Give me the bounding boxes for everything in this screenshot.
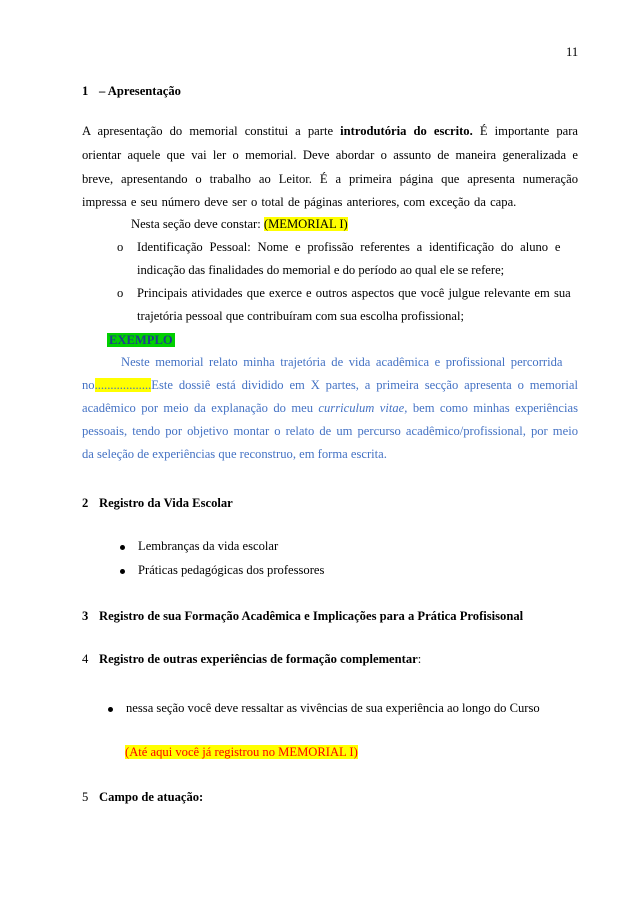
sec2-item-2: Práticas pedagógicas dos professores [138, 563, 325, 577]
bullet-2-line-1: Principais atividades que exerce e outros aspectos que você julgue relevante em sua [137, 286, 571, 300]
deve-constar-line [131, 217, 348, 232]
section-1-number: 1 [82, 84, 89, 98]
section-2-number: 2 [82, 496, 89, 510]
sec2-item-1: Lembranças da vida escolar [138, 539, 279, 553]
example-l3-italic: curriculum vitae, [318, 401, 408, 415]
section-5-number: 5 [82, 790, 89, 804]
intro-text-bold: introdutória do escrito. [340, 124, 473, 138]
example-line-4: pessoais, tendo por objetivo montar o relato de um percurso acadêmico/profissional, por meio [82, 424, 578, 438]
sec4-item: nessa seção você deve ressaltar as vivências de sua experiência ao longo do Curso [126, 701, 540, 715]
example-line-1: Neste memorial relato minha trajetória de vida acadêmica e profissional percorrida [121, 355, 563, 369]
circle-bullet-icon: o [117, 240, 124, 254]
example-line-5: da seleção de experiências que reconstruo, em forma escrita. [82, 447, 387, 461]
intro-text-pre: A apresentação do memorial constitui a parte [82, 124, 334, 138]
page-number: 11 [566, 45, 579, 59]
section-1-title: – Apresentação [99, 84, 181, 98]
section-4-title: Registro de outras experiências de formação complementar [99, 652, 418, 666]
section-3-title: Registro de sua Formação Acadêmica e Implicações para a Prática Profisisonal [99, 609, 524, 623]
section-4-number: 4 [82, 652, 89, 666]
bullet-dot-icon [120, 569, 125, 574]
example-l2-dots: .................. [94, 378, 152, 392]
circle-bullet-icon: o [117, 286, 124, 300]
bullet-dot-icon [108, 707, 113, 712]
bullet-dot-icon [120, 545, 125, 550]
section-3-number: 3 [82, 609, 89, 623]
example-line-3 [82, 401, 578, 416]
example-l3-post: bem como minhas experiências [412, 401, 579, 415]
bullet-2-line-2: trajetória pessoal que contribuíram com sua escolha profissional; [137, 309, 464, 323]
example-l2-pre: no [82, 378, 95, 392]
intro-text-post: É importante para [479, 124, 578, 138]
memorial-i-tag: (MEMORIAL I) [263, 217, 348, 231]
example-l2-post: Este dossiê está dividido em X partes, a primeira secção apresenta o memorial [151, 378, 578, 392]
intro-line-2: orientar aquele que vai ler o memorial. Deve abordar o assunto de maneira generalizada e [82, 148, 578, 162]
bullet-1-line-1: Identificação Pessoal: Nome e profissão referentes a identificação do aluno e [137, 240, 561, 254]
example-line-2 [82, 378, 578, 393]
section-4-heading [99, 652, 421, 667]
sec4-note [125, 745, 358, 760]
exemplo-label [107, 333, 175, 348]
section-4-colon: : [417, 652, 422, 666]
intro-line-1 [82, 124, 578, 139]
intro-line-3: breve, apresentando o trabalho ao Leitor. É a primeira página que apresenta numeração [82, 172, 578, 186]
intro-line-4: impressa e seu número deve ser o total de páginas anteriores, com exceção da capa. [82, 195, 517, 209]
bullet-1-line-2: indicação das finalidades do memorial e do período ao qual ele se refere; [137, 263, 505, 277]
deve-constar-text: Nesta seção deve constar: [131, 217, 261, 231]
section-5-title: Campo de atuação: [99, 790, 204, 804]
example-l3-pre: acadêmico por meio da explanação do meu [82, 401, 314, 415]
section-2-title: Registro da Vida Escolar [99, 496, 233, 510]
exemplo-badge: EXEMPLO [109, 333, 173, 347]
memorial-note: (Até aqui você já registrou no MEMORIAL I) [125, 745, 358, 759]
